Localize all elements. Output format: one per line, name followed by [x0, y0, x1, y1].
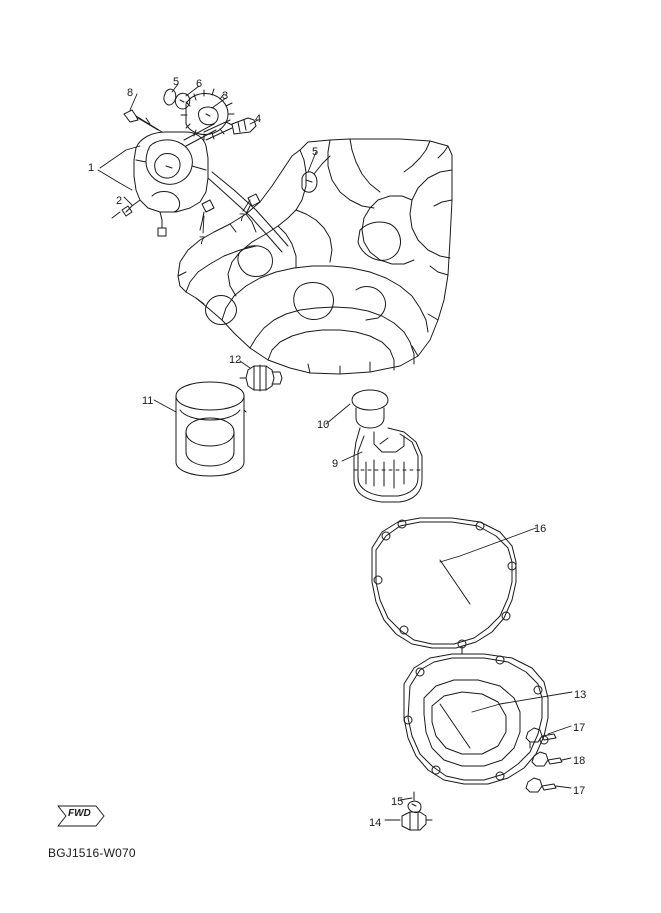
callout-6: 6: [196, 78, 203, 90]
callout-5a: 5: [173, 76, 180, 88]
drain-plug: [402, 792, 432, 830]
oil-filter: [176, 382, 246, 476]
callout-17b: 17: [573, 785, 586, 797]
fwd-label: FWD: [68, 808, 91, 819]
cover-gasket: [372, 518, 516, 648]
callout-3: 3: [222, 90, 229, 102]
filter-union-bolt: [240, 365, 282, 391]
callout-10: 10: [317, 419, 330, 431]
callout-17a: 17: [573, 722, 586, 734]
callout-15: 15: [391, 796, 404, 808]
fwd-badge: [56, 800, 104, 830]
callout-5b: 5: [312, 146, 319, 158]
callout-1: 1: [88, 162, 95, 174]
callout-18: 18: [573, 755, 586, 767]
callout-11: 11: [142, 395, 154, 407]
callout-13: 13: [574, 689, 587, 701]
oil-strainer: [352, 390, 422, 502]
leader-lines: [98, 84, 572, 820]
callout-7b: 7: [199, 235, 206, 247]
callout-12: 12: [229, 354, 242, 366]
callout-8: 8: [127, 87, 134, 99]
callout-7a: 7: [239, 212, 246, 224]
callout-9: 9: [332, 458, 339, 470]
part-code: BGJ1516-W070: [48, 846, 136, 860]
callout-4: 4: [255, 113, 262, 125]
crankcase-body: [178, 139, 452, 374]
crankcase-cover: [404, 646, 548, 784]
callout-14: 14: [369, 817, 382, 829]
oil-pump-assembly: [112, 89, 330, 252]
callout-16: 16: [534, 523, 547, 535]
callout-2: 2: [116, 195, 123, 207]
